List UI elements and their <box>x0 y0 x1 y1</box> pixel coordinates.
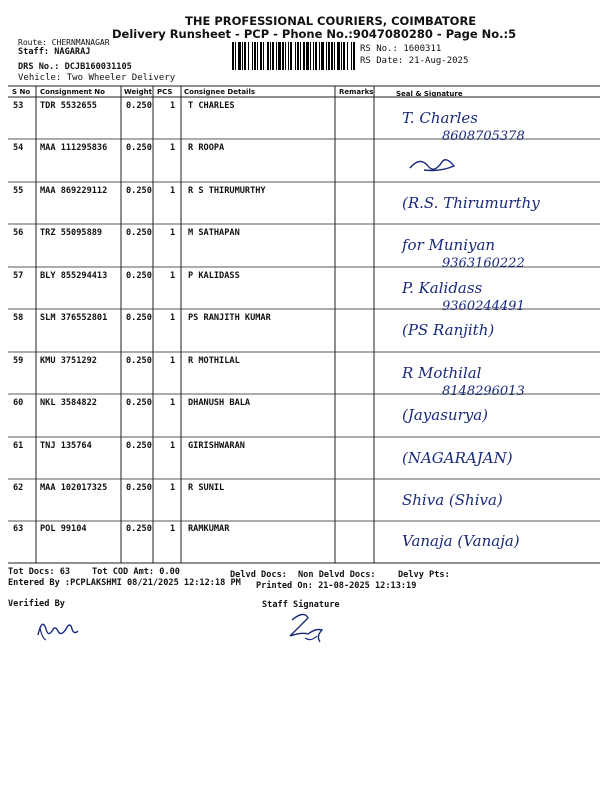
row-pcs: 1 <box>170 524 176 534</box>
col-sno: S No <box>12 88 31 96</box>
row-pcs: 1 <box>170 228 176 238</box>
row-sno: 61 <box>13 441 24 451</box>
row-weight: 0.250 <box>126 228 152 238</box>
row-pcs: 1 <box>170 101 176 111</box>
row-pcs: 1 <box>170 483 176 493</box>
row-pcs: 1 <box>170 356 176 366</box>
delvd-docs: Delvd Docs: <box>230 570 287 580</box>
row-weight: 0.250 <box>126 441 152 451</box>
row-consignee: DHANUSH BALA <box>188 398 251 408</box>
col-consignment: Consignment No <box>40 88 105 96</box>
row-signature-phone: 9363160222 <box>442 256 525 271</box>
row-signature-name: (NAGARAJAN) <box>402 449 513 467</box>
delvy-pts: Delvy Pts: <box>398 570 450 580</box>
company-title: THE PROFESSIONAL COURIERS, COIMBATORE <box>185 14 477 28</box>
row-consignment: KMU 3751292 <box>40 356 97 366</box>
row-weight: 0.250 <box>126 483 152 493</box>
row-pcs: 1 <box>170 271 176 281</box>
row-consignee: P KALIDASS <box>188 271 240 281</box>
row-consignment: MAA 111295836 <box>40 143 108 153</box>
row-consignee: PS RANJITH KUMAR <box>188 313 271 323</box>
row-sno: 59 <box>13 356 24 366</box>
row-sno: 57 <box>13 271 24 281</box>
row-consignee: GIRISHWARAN <box>188 441 245 451</box>
rs-number: RS No.: 1600311 <box>360 44 442 54</box>
row-weight: 0.250 <box>126 101 152 111</box>
tot-cod-amt: Tot COD Amt: 0.00 <box>92 567 180 577</box>
row-consignment: MAA 869229112 <box>40 186 108 196</box>
col-weight: Weight <box>124 88 152 96</box>
row-weight: 0.250 <box>126 143 152 153</box>
row-weight: 0.250 <box>126 524 152 534</box>
row-consignee: R MOTHILAL <box>188 356 240 366</box>
drs-number: DRS No.: DCJB160031105 <box>18 62 132 72</box>
row-signature-name: (PS Ranjith) <box>402 321 495 339</box>
row-signature-name: Vanaja (Vanaja) <box>402 532 520 550</box>
tot-docs: Tot Docs: 63 <box>8 567 71 577</box>
row-signature-phone: 9360244491 <box>442 299 525 314</box>
row-consignee: R ROOPA <box>188 143 225 153</box>
row-signature-name: (R.S. Thirumurthy <box>402 194 540 212</box>
row-consignment: TRZ 55095889 <box>40 228 103 238</box>
row-consignment: MAA 102017325 <box>40 483 108 493</box>
row-signature-name: (Jayasurya) <box>402 406 489 424</box>
col-pcs: PCS <box>157 88 173 96</box>
row-signature-name: P. Kalidass <box>402 279 483 297</box>
row-pcs: 1 <box>170 398 176 408</box>
row-consignment: SLM 376552801 <box>40 313 108 323</box>
row-consignee: M SATHAPAN <box>188 228 240 238</box>
row-sno: 62 <box>13 483 24 493</box>
row-weight: 0.250 <box>126 398 152 408</box>
row-sno: 60 <box>13 398 24 408</box>
row-consignment: POL 99104 <box>40 524 87 534</box>
row-sno: 53 <box>13 101 24 111</box>
row-weight: 0.250 <box>126 186 152 196</box>
row-pcs: 1 <box>170 143 176 153</box>
non-delvd-docs: Non Delvd Docs: <box>298 570 376 580</box>
row-signature-scribble <box>410 160 454 171</box>
row-consignment: NKL 3584822 <box>40 398 97 408</box>
row-signature-name: R Mothilal <box>402 364 482 382</box>
row-pcs: 1 <box>170 313 176 323</box>
staff-signature-label: Staff Signature <box>262 600 340 610</box>
entered-by: Entered By :PCPLAKSHMI 08/21/2025 12:12:18 PM <box>8 578 241 588</box>
row-signature-name: T. Charles <box>402 109 478 127</box>
staff-label: Staff: NAGARAJ <box>18 47 91 57</box>
row-consignment: BLY 855294413 <box>40 271 108 281</box>
row-pcs: 1 <box>170 441 176 451</box>
row-consignee: R SUNIL <box>188 483 225 493</box>
row-sno: 54 <box>13 143 24 153</box>
row-signature-phone: 8148296013 <box>442 384 525 399</box>
row-sno: 58 <box>13 313 24 323</box>
row-consignment: TDR 5532655 <box>40 101 97 111</box>
row-sno: 55 <box>13 186 24 196</box>
row-sno: 56 <box>13 228 24 238</box>
route-label: Route: CHERNMANAGAR <box>18 38 110 47</box>
col-consignee: Consignee Details <box>184 88 256 96</box>
col-remarks: Remarks <box>339 88 374 96</box>
col-seal: Seal & Signature <box>396 90 463 98</box>
runsheet-title: Delivery Runsheet - PCP - Phone No.:9047080280 - Page No.:5 <box>112 27 517 41</box>
row-pcs: 1 <box>170 186 176 196</box>
row-signature-phone: 8608705378 <box>442 129 525 144</box>
row-signature-name: for Muniyan <box>402 236 496 254</box>
row-weight: 0.250 <box>126 356 152 366</box>
row-consignee: T CHARLES <box>188 101 235 111</box>
row-signature-name: Shiva (Shiva) <box>402 491 503 509</box>
vehicle-label: Vehicle: Two Wheeler Delivery <box>18 73 176 83</box>
row-sno: 63 <box>13 524 24 534</box>
row-consignee: RAMKUMAR <box>188 524 230 534</box>
row-consignee: R S THIRUMURTHY <box>188 186 266 196</box>
verified-by-label: Verified By <box>8 599 65 609</box>
rs-date: RS Date: 21-Aug-2025 <box>360 56 469 66</box>
row-weight: 0.250 <box>126 313 152 323</box>
row-weight: 0.250 <box>126 271 152 281</box>
row-consignment: TNJ 135764 <box>40 441 92 451</box>
printed-on: Printed On: 21-08-2025 12:13:19 <box>256 581 417 591</box>
